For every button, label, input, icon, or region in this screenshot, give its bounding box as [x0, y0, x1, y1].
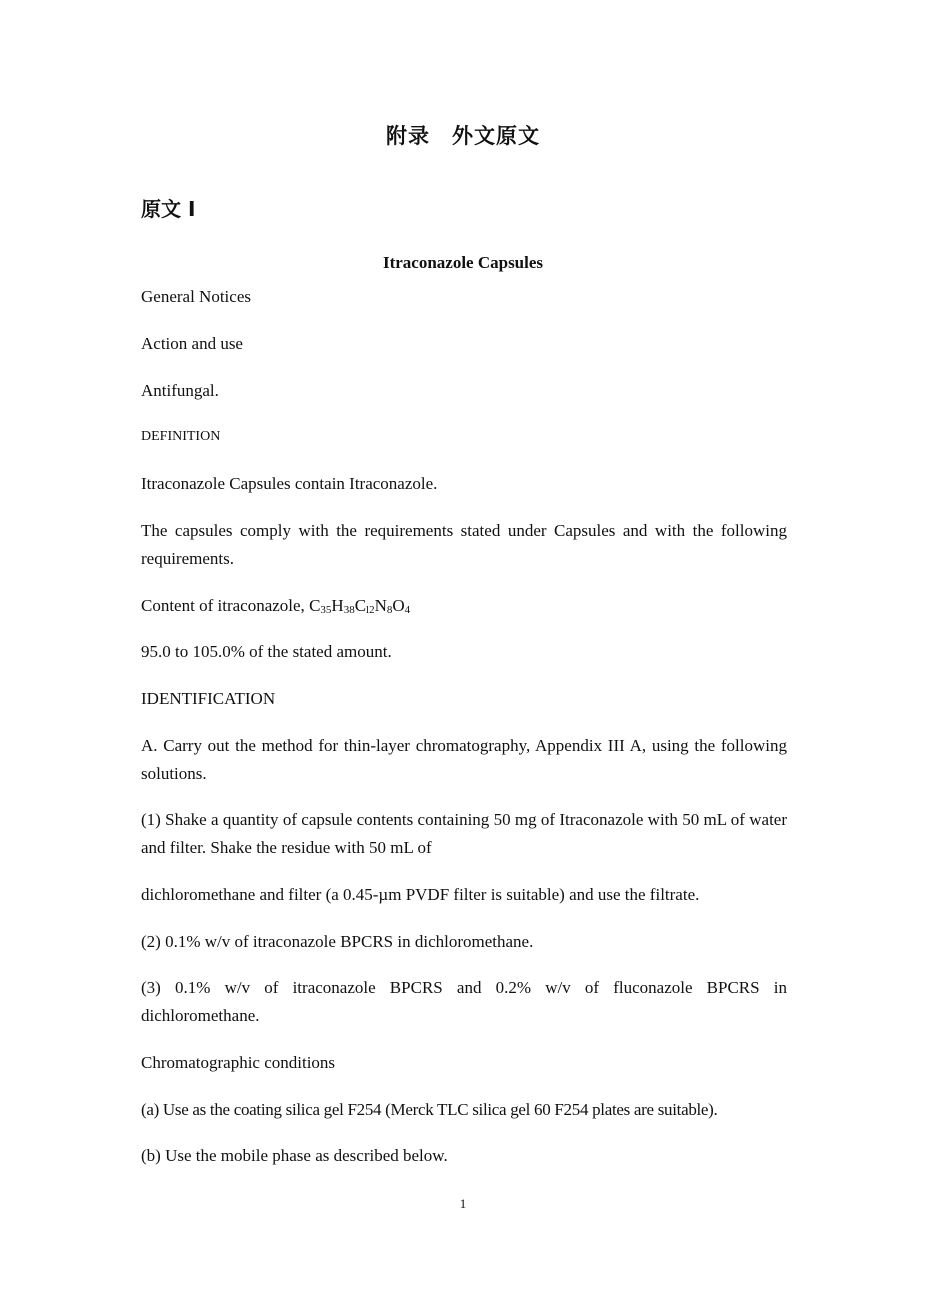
action-heading: Action and use: [141, 334, 243, 353]
molecular-formula: $C_{35}H_{38}C_{l2}N_8O_4$: [309, 596, 411, 616]
appendix-title-right: 外文原文: [452, 124, 540, 148]
solution-1-part-a: (1) Shake a quantity of capsule contents containing 50 mg of Itraconazole with 50 mL of water and filter. Shake the residue with 50 mL of: [141, 810, 787, 857]
content-label: Content of itraconazole,: [141, 596, 310, 615]
solution-3: (3) 0.1% w/v of itraconazole BPCRS and 0.2% w/v of fluconazole BPCRS in dichloromethane.: [141, 978, 787, 1025]
identification-a: A. Carry out the method for thin-layer chromatography, Appendix III A, using the following solutions.: [141, 736, 787, 783]
solution-1-part-b: dichloromethane and filter (a 0.45-µm PVDF filter is suitable) and use the filtrate.: [141, 885, 700, 904]
appendix-title: [0, 120, 926, 150]
appendix-title-left: 附录: [386, 124, 430, 148]
definition-heading: DEFINITION: [141, 429, 221, 444]
general-notices: General Notices: [141, 287, 251, 306]
content-range: 95.0 to 105.0% of the stated amount.: [141, 642, 392, 661]
comply-paragraph: The capsules comply with the requirements stated under Capsules and with the following requirements.: [141, 521, 787, 568]
action-text: Antifungal.: [141, 381, 219, 400]
section-heading: 原文 I: [141, 197, 196, 221]
definition-text: Itraconazole Capsules contain Itraconazole.: [141, 474, 438, 493]
solution-2: (2) 0.1% w/v of itraconazole BPCRS in dichloromethane.: [141, 932, 534, 951]
condition-b: (b) Use the mobile phase as described below.: [141, 1146, 448, 1165]
document-title: Itraconazole Capsules: [382, 253, 544, 272]
condition-a: (a) Use as the coating silica gel F254 (Merck TLC silica gel 60 F254 plates are suitable).: [141, 1100, 718, 1119]
page-number: 1: [459, 1196, 467, 1211]
chromatographic-heading: Chromatographic conditions: [141, 1053, 336, 1072]
identification-heading: IDENTIFICATION: [141, 689, 276, 708]
content-line: [141, 592, 787, 620]
